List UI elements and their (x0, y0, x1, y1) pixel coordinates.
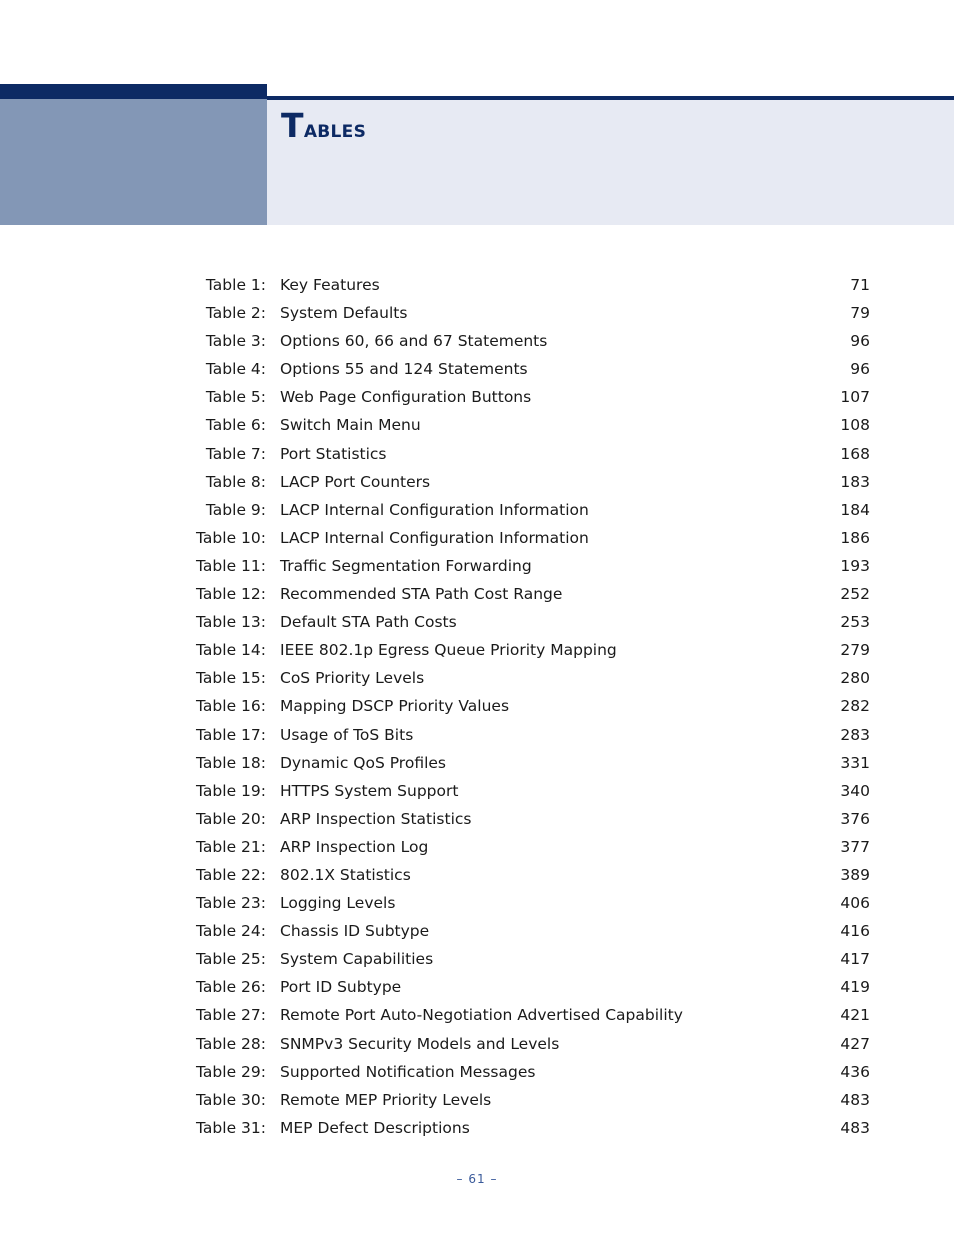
toc-entry-page[interactable]: 417 (840, 950, 870, 969)
toc-entry[interactable] (0, 777, 954, 805)
toc-entry-page[interactable]: 483 (840, 1118, 870, 1137)
tables-list (0, 271, 954, 1142)
toc-entry-title[interactable]: Options 55 and 124 Statements (280, 360, 528, 379)
toc-entry-title[interactable]: Web Page Configuration Buttons (280, 388, 532, 407)
toc-entry-page[interactable]: 252 (840, 585, 870, 604)
toc-entry-page[interactable]: 377 (840, 837, 870, 856)
toc-entry-number: Table 9: (205, 500, 266, 519)
toc-entry-number: Table 26: (196, 978, 266, 997)
toc-entry[interactable] (0, 1001, 954, 1029)
toc-entry[interactable] (0, 692, 954, 720)
toc-entry-page[interactable]: 168 (840, 444, 870, 463)
toc-entry-number: Table 18: (196, 753, 266, 772)
toc-entry-number: Table 17: (196, 725, 266, 744)
page-title-rest: ables (303, 115, 367, 143)
toc-entry-number: Table 11: (196, 556, 266, 575)
toc-entry-title[interactable]: Traffic Segmentation Forwarding (280, 556, 532, 575)
toc-entry-title[interactable]: Mapping DSCP Priority Values (280, 697, 510, 716)
header-left-bar (0, 84, 267, 99)
toc-entry-number: Table 28: (196, 1034, 266, 1053)
toc-entry-page[interactable]: 421 (840, 1006, 870, 1025)
toc-entry-page[interactable]: 283 (840, 725, 870, 744)
toc-entry-number: Table 25: (196, 950, 266, 969)
toc-entry[interactable] (0, 440, 954, 468)
toc-entry-page[interactable]: 193 (840, 556, 870, 575)
toc-entry-title[interactable]: Dynamic QoS Profiles (280, 753, 447, 772)
toc-entry-title[interactable]: Recommended STA Path Cost Range (280, 585, 563, 604)
toc-entry-title[interactable]: ARP Inspection Log (280, 837, 429, 856)
toc-entry[interactable] (0, 973, 954, 1001)
toc-entry-title[interactable]: Options 60, 66 and 67 Statements (280, 332, 548, 351)
toc-entry-page[interactable]: 184 (840, 500, 870, 519)
toc-entry-number: Table 20: (196, 809, 266, 828)
toc-entry-page[interactable]: 282 (840, 697, 870, 716)
toc-entry-page[interactable]: 483 (840, 1090, 870, 1109)
page-number: – 61 – (456, 1172, 498, 1186)
toc-entry-number: Table 6: (205, 416, 266, 435)
toc-entry-number: Table 3: (205, 332, 266, 351)
toc-entry-title[interactable]: System Capabilities (280, 950, 434, 969)
toc-entry-number: Table 19: (196, 781, 266, 800)
toc-entry-number: Table 14: (196, 641, 266, 660)
toc-entry-title[interactable]: Usage of ToS Bits (280, 725, 414, 744)
toc-entry-title[interactable]: Remote MEP Priority Levels (280, 1090, 492, 1109)
toc-entry-number: Table 21: (196, 837, 266, 856)
toc-entry-title[interactable]: SNMPv3 Security Models and Levels (280, 1034, 560, 1053)
toc-entry-title[interactable]: ARP Inspection Statistics (280, 809, 472, 828)
toc-entry-page[interactable]: 340 (840, 781, 870, 800)
toc-entry-number: Table 27: (196, 1006, 266, 1025)
toc-entry[interactable] (0, 1086, 954, 1114)
toc-entry[interactable] (0, 271, 954, 299)
toc-entry-title[interactable]: LACP Internal Configuration Information (280, 528, 589, 547)
toc-entry[interactable] (0, 749, 954, 777)
toc-entry-title[interactable]: Default STA Path Costs (280, 613, 457, 632)
toc-entry-number: Table 30: (196, 1090, 266, 1109)
toc-entry-page[interactable]: 96 (850, 332, 870, 351)
toc-entry-title[interactable]: Port ID Subtype (280, 978, 402, 997)
toc-entry-title[interactable]: Chassis ID Subtype (280, 922, 430, 941)
toc-entry-page[interactable]: 331 (840, 753, 870, 772)
toc-entry-page[interactable]: 280 (840, 669, 870, 688)
toc-entry[interactable] (0, 496, 954, 524)
page-title (281, 106, 366, 149)
toc-entry-number: Table 23: (196, 894, 266, 913)
toc-entry[interactable] (0, 889, 954, 917)
toc-entry[interactable] (0, 636, 954, 664)
toc-entry-title[interactable]: HTTPS System Support (280, 781, 459, 800)
toc-entry-page[interactable]: 279 (840, 641, 870, 660)
toc-entry-page[interactable]: 183 (840, 472, 870, 491)
toc-entry-number: Table 15: (196, 669, 266, 688)
toc-entry-page[interactable]: 71 (850, 276, 870, 294)
toc-entry[interactable] (0, 917, 954, 945)
toc-entry-title[interactable]: 802.1X Statistics (280, 865, 411, 884)
toc-entry[interactable] (0, 1030, 954, 1058)
toc-entry[interactable] (0, 608, 954, 636)
toc-entry-number: Table 7: (205, 444, 266, 463)
toc-entry-number: Table 31: (196, 1118, 266, 1137)
toc-entry-number: Table 2: (205, 304, 266, 323)
toc-entry-number: Table 22: (196, 865, 266, 884)
toc-entry-page[interactable]: 427 (840, 1034, 870, 1053)
toc-entry-page[interactable]: 436 (840, 1062, 870, 1081)
page-title-initial: T (281, 106, 304, 145)
toc-entry-number: Table 4: (205, 360, 266, 379)
toc-entry-number: Table 16: (196, 697, 266, 716)
toc-entry-page[interactable]: 376 (840, 809, 870, 828)
toc-entry[interactable] (0, 468, 954, 496)
toc-entry[interactable] (0, 805, 954, 833)
header-left-block (0, 99, 267, 225)
toc-entry[interactable] (0, 721, 954, 749)
toc-entry-number: Table 8: (205, 472, 266, 491)
toc-entry-title[interactable]: System Defaults (280, 304, 408, 323)
toc-entry[interactable] (0, 1114, 954, 1142)
toc-entry-page[interactable]: 389 (840, 865, 870, 884)
toc-entry-page[interactable]: 416 (840, 922, 870, 941)
toc-entry[interactable] (0, 552, 954, 580)
toc-entry-title[interactable]: Key Features (280, 276, 380, 294)
toc-entry-title[interactable]: Supported Notification Messages (280, 1062, 536, 1081)
toc-entry-number: Table 1: (205, 276, 266, 294)
toc-entry-number: Table 5: (205, 388, 266, 407)
toc-entry-number: Table 24: (196, 922, 266, 941)
toc-entry-title[interactable]: LACP Internal Configuration Information (280, 500, 589, 519)
toc-entry-title[interactable]: IEEE 802.1p Egress Queue Priority Mapping (280, 641, 617, 660)
toc-entry-number: Table 10: (196, 528, 266, 547)
toc-entry-page[interactable]: 96 (850, 360, 870, 379)
header-band (267, 100, 954, 225)
toc-entry-page[interactable]: 253 (840, 613, 870, 632)
toc-entry[interactable] (0, 945, 954, 973)
toc-entry[interactable] (0, 524, 954, 552)
toc-entry[interactable] (0, 355, 954, 383)
toc-entry-number: Table 13: (196, 613, 266, 632)
toc-entry-number: Table 29: (196, 1062, 266, 1081)
toc-entry-title[interactable]: MEP Defect Descriptions (280, 1118, 470, 1137)
toc-entry[interactable] (0, 299, 954, 327)
toc-entry-page[interactable]: 107 (840, 388, 870, 407)
toc-entry[interactable] (0, 1058, 954, 1086)
toc-entry[interactable] (0, 833, 954, 861)
toc-entry-number: Table 12: (196, 585, 266, 604)
toc-entry-title[interactable]: Port Statistics (280, 444, 387, 463)
toc-entry-page[interactable]: 406 (840, 894, 870, 913)
toc-entry-title[interactable]: CoS Priority Levels (280, 669, 425, 688)
toc-entry[interactable] (0, 411, 954, 439)
toc-entry-title[interactable]: Logging Levels (280, 894, 396, 913)
toc-entry[interactable] (0, 861, 954, 889)
toc-entry-page[interactable]: 419 (840, 978, 870, 997)
toc-entry-page[interactable]: 108 (840, 416, 870, 435)
toc-entry-title[interactable]: Switch Main Menu (280, 416, 421, 435)
toc-entry-page[interactable]: 79 (850, 304, 870, 323)
toc-entry[interactable] (0, 580, 954, 608)
toc-entry-title[interactable]: LACP Port Counters (280, 472, 431, 491)
toc-entry[interactable] (0, 664, 954, 692)
toc-entry[interactable] (0, 327, 954, 355)
toc-entry-page[interactable]: 186 (840, 528, 870, 547)
toc-entry-title[interactable]: Remote Port Auto-Negotiation Advertised Capability (280, 1006, 683, 1025)
toc-entry[interactable] (0, 383, 954, 411)
